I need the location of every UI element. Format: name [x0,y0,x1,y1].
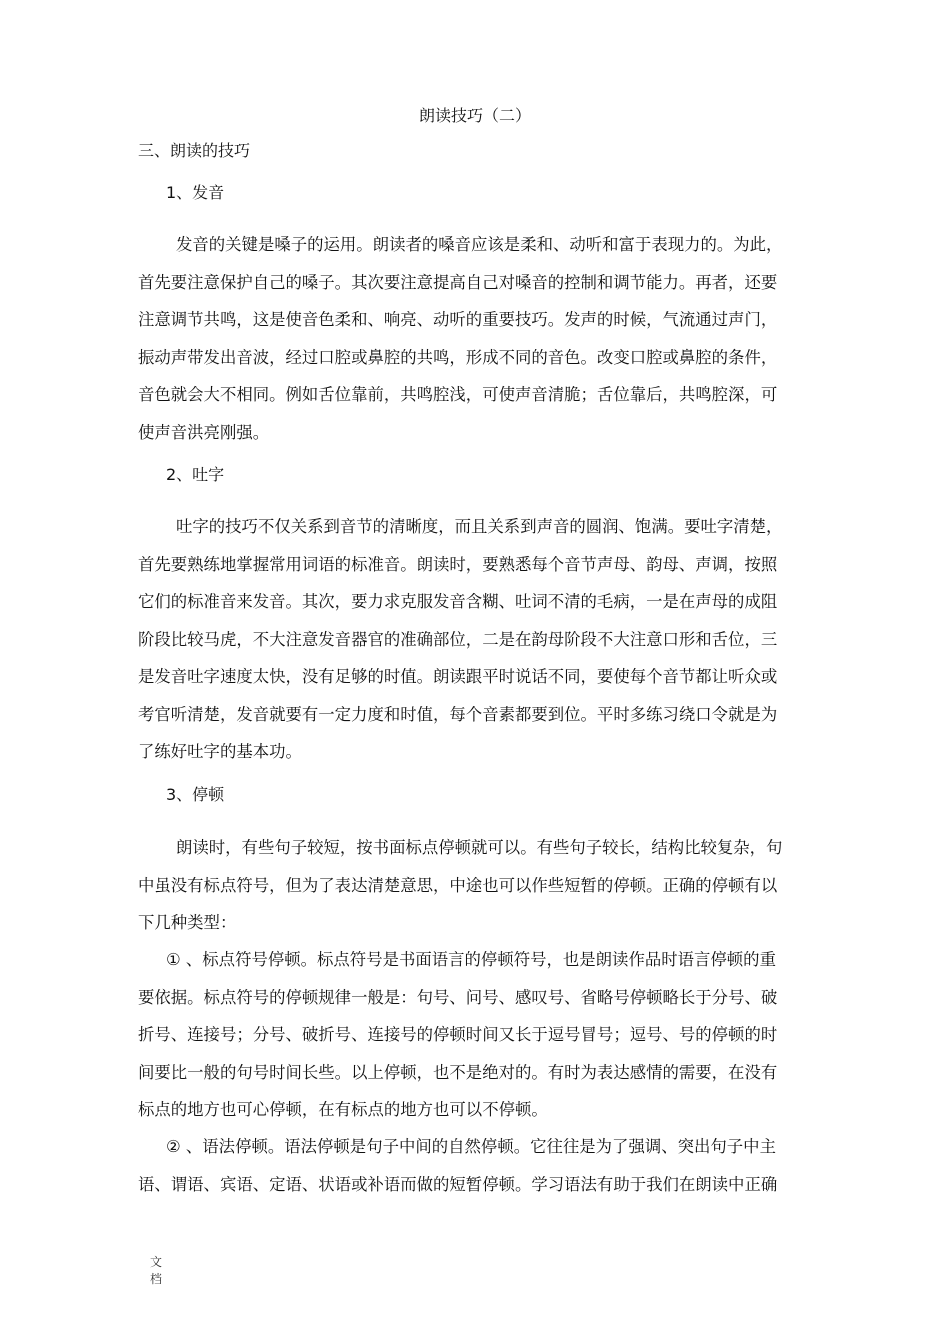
subsection-heading-pronunciation: 1、发音 [166,183,225,202]
paragraph-line: 首先要注意保护自己的嗓子。其次要注意提高自己对嗓音的控制和调节能力。再者，还要 [138,272,778,292]
footer-label [150,1254,164,1288]
paragraph-punctuation-pause [138,941,818,1129]
paragraph-line: 吐字的技巧不仅关系到音节的清晰度，而且关系到声音的圆润、饱满。要吐字清楚， [176,517,783,536]
paragraph-grammar-pause [138,1128,818,1203]
subsection-heading-articulation: 2、吐字 [166,465,225,484]
footer-char: 档 [150,1272,163,1286]
paragraph-line: 阶段比较马虎，不大注意发音器官的准确部位，二是在韵母阶段不大注意口形和舌位，三 [138,629,778,649]
paragraph-line: 它们的标准音来发音。其次，要力求克服发音含糊、吐词不清的毛病，一是在声母的成阻 [138,592,778,611]
paragraph-line: 考官听清楚，发音就要有一定力度和时值，每个音素都要到位。平时多练习绕口令就是为 [138,704,778,724]
paragraph-line: 要依据。标点符号的停顿规律一般是：句号、问号、感叹号、省略号停顿略长于分号、破 [138,987,778,1007]
footer-char: 文 [150,1255,163,1269]
paragraph-pause-intro [138,829,818,942]
section-heading: 三、朗读的技巧 [138,141,251,160]
paragraph-line: 了练好吐字的基本功。 [138,742,302,761]
paragraph-line: 发音的关键是嗓子的运用。朗读者的嗓音应该是柔和、动听和富于表现力的。为此， [176,235,783,254]
paragraph-line: 中虽没有标点符号，但为了表达清楚意思，中途也可以作些短暂的停顿。正确的停顿有以 [138,875,778,895]
paragraph-pronunciation [138,226,818,451]
paragraph-line: 语、谓语、宾语、定语、状语或补语而做的短暂停顿。学习语法有助于我们在朗读中正确 [138,1174,778,1194]
paragraph-line: 首先要熟练地掌握常用词语的标准音。朗读时，要熟悉每个音节声母、韵母、声调，按照 [138,554,778,574]
paragraph-line: 音色就会大不相同。例如舌位靠前，共鸣腔浅，可使声音清脆；舌位靠后，共鸣腔深，可 [138,385,778,404]
paragraph-line: 标点的地方也可心停顿，在有标点的地方也可以不停顿。 [138,1100,548,1119]
paragraph-line: 间要比一般的句号时间长些。以上停顿，也不是绝对的。有时为表达感情的需要，在没有 [138,1062,778,1082]
document-title: 朗读技巧（二） [418,106,531,125]
paragraph-line: 下几种类型： [138,913,237,932]
paragraph-line: ② 、语法停顿。语法停顿是句子中间的自然停顿。它往往是为了强调、突出句子中主 [166,1137,776,1156]
paragraph-articulation [138,508,818,771]
paragraph-line: ① 、标点符号停顿。标点符号是书面语言的停顿符号，也是朗读作品时语言停顿的重 [166,950,776,969]
paragraph-line: 注意调节共鸣，这是使音色柔和、响亮、动听的重要技巧。发声的时候，气流通过声门， [138,310,778,329]
paragraph-line: 朗读时，有些句子较短，按书面标点停顿就可以。有些句子较长，结构比较复杂，句 [176,838,783,857]
paragraph-line: 折号、连接号；分号、破折号、连接号的停顿时间又长于逗号冒号；逗号、号的停顿的时 [138,1025,778,1044]
paragraph-line: 是发音吐字速度太快，没有足够的时值。朗读跟平时说话不同，要使每个音节都让听众或 [138,667,778,686]
paragraph-line: 振动声带发出音波，经过口腔或鼻腔的共鸣，形成不同的音色。改变口腔或鼻腔的条件， [138,347,778,367]
subsection-heading-pause: 3、停顿 [166,785,225,804]
paragraph-line: 使声音洪亮刚强。 [138,422,270,442]
